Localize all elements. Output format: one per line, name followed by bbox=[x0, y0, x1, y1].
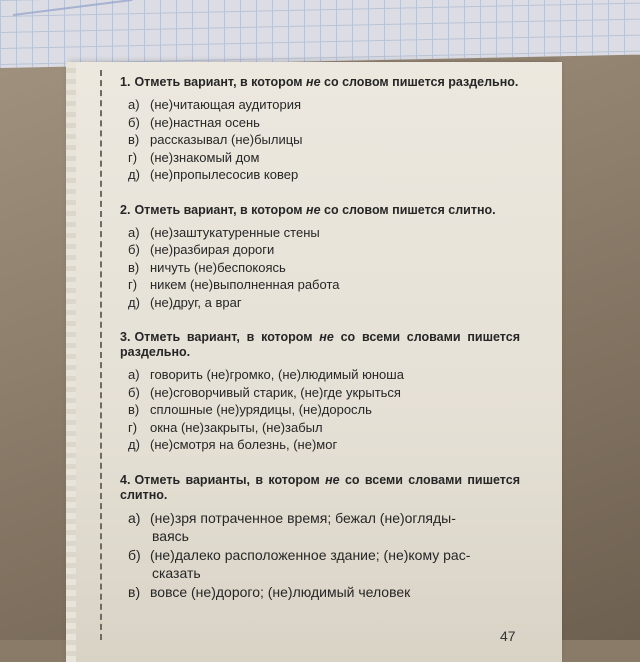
option-text: никем (не)выполненная работа bbox=[150, 277, 340, 292]
option-text: (не)настная осень bbox=[150, 114, 260, 130]
option-text-continuation: ваясь bbox=[152, 528, 189, 544]
option-letter: д) bbox=[128, 294, 140, 310]
option-letter: б) bbox=[128, 242, 140, 257]
title-emphasis: не bbox=[319, 330, 334, 344]
question-4 bbox=[120, 473, 520, 602]
option-text: (не)далеко расположенное здание; (не)кому рас- bbox=[150, 546, 471, 563]
option-b bbox=[120, 114, 520, 132]
title-text: Отметь вариант, в котором bbox=[134, 75, 307, 89]
title-text: со словом пишется слитно. bbox=[320, 202, 496, 217]
dashed-cut-line bbox=[100, 70, 102, 640]
option-text-continuation: сказать bbox=[152, 565, 201, 581]
option-letter: а) bbox=[128, 224, 140, 240]
option-letter: в) bbox=[128, 132, 140, 147]
option-letter: б) bbox=[128, 384, 140, 400]
option-text: (не)читающая аудитория bbox=[150, 97, 302, 112]
option-text: (не)пропылесосив ковер bbox=[150, 167, 299, 182]
option-letter: а) bbox=[128, 509, 141, 526]
option-d bbox=[120, 149, 520, 167]
option-d bbox=[120, 419, 520, 437]
title-text: Отметь вариант, в котором bbox=[134, 330, 320, 344]
option-letter: б) bbox=[128, 546, 141, 563]
option-text: (не)зря потраченное время; бежал (не)огляды- bbox=[150, 509, 456, 526]
option-letter: г) bbox=[128, 277, 138, 292]
option-c bbox=[120, 259, 520, 277]
option-b bbox=[120, 546, 520, 583]
option-letter: б) bbox=[128, 114, 140, 130]
question-3 bbox=[120, 330, 520, 454]
option-a bbox=[120, 366, 520, 384]
option-a bbox=[120, 96, 520, 114]
option-letter: в) bbox=[128, 402, 140, 417]
torn-edge bbox=[66, 62, 76, 662]
option-text: (не)разбирая дороги bbox=[150, 242, 275, 257]
option-text: рассказывал (не)былицы bbox=[150, 132, 303, 147]
question-number: 1. bbox=[120, 75, 131, 89]
option-text: говорить (не)громко, (не)людимый юноша bbox=[150, 367, 404, 382]
option-letter: а) bbox=[128, 367, 140, 382]
option-a bbox=[120, 224, 520, 242]
option-text: (не)сговорчивый старик, (не)где укрыться bbox=[150, 384, 401, 400]
option-d bbox=[120, 276, 520, 294]
page-number: 47 bbox=[500, 628, 516, 644]
question-title bbox=[120, 473, 520, 503]
option-e bbox=[120, 294, 520, 312]
option-letter: г) bbox=[128, 419, 138, 435]
question-1 bbox=[120, 75, 520, 184]
option-b bbox=[120, 384, 520, 402]
title-text: Отметь вариант, в котором bbox=[134, 202, 307, 217]
question-2 bbox=[120, 203, 520, 312]
question-title bbox=[120, 203, 520, 218]
exercise-content bbox=[120, 75, 520, 620]
option-letter: в) bbox=[128, 259, 140, 275]
title-emphasis: не bbox=[325, 472, 340, 487]
option-text: ничуть (не)беспокоясь bbox=[150, 259, 286, 275]
option-text: (не)друг, а враг bbox=[150, 294, 242, 310]
option-b bbox=[120, 241, 520, 259]
pen-scribble bbox=[11, 0, 132, 16]
title-emphasis: не bbox=[306, 202, 321, 217]
option-letter: а) bbox=[128, 97, 140, 112]
option-c bbox=[120, 583, 520, 602]
option-text: сплошные (не)урядицы, (не)доросль bbox=[150, 402, 372, 417]
option-e bbox=[120, 166, 520, 184]
question-title bbox=[120, 330, 520, 360]
option-letter: в) bbox=[128, 583, 141, 600]
question-number: 3. bbox=[120, 330, 131, 344]
question-title bbox=[120, 75, 520, 90]
option-c bbox=[120, 131, 520, 149]
option-e bbox=[120, 436, 520, 454]
option-text: (не)знакомый дом bbox=[150, 149, 260, 165]
question-number: 2. bbox=[120, 202, 131, 217]
option-letter: д) bbox=[128, 167, 140, 182]
option-c bbox=[120, 401, 520, 419]
question-number: 4. bbox=[120, 472, 131, 487]
option-text: (не)заштукатуренные стены bbox=[150, 224, 320, 240]
option-text: (не)смотря на болезнь, (не)мог bbox=[150, 437, 338, 452]
option-a bbox=[120, 509, 520, 546]
title-emphasis: не bbox=[306, 75, 321, 89]
option-letter: д) bbox=[128, 437, 140, 452]
title-text: со всеми словами пишется слитно. bbox=[120, 472, 521, 502]
option-letter: г) bbox=[128, 149, 138, 165]
title-text: Отметь варианты, в котором bbox=[134, 472, 326, 487]
option-text: вовсе (не)дорого; (не)людимый человек bbox=[150, 583, 411, 600]
option-text: окна (не)закрыты, (не)забыл bbox=[150, 419, 323, 435]
title-text: со всеми словами пишется раздельно. bbox=[120, 330, 520, 359]
title-text: со словом пишется раздельно. bbox=[320, 75, 519, 89]
